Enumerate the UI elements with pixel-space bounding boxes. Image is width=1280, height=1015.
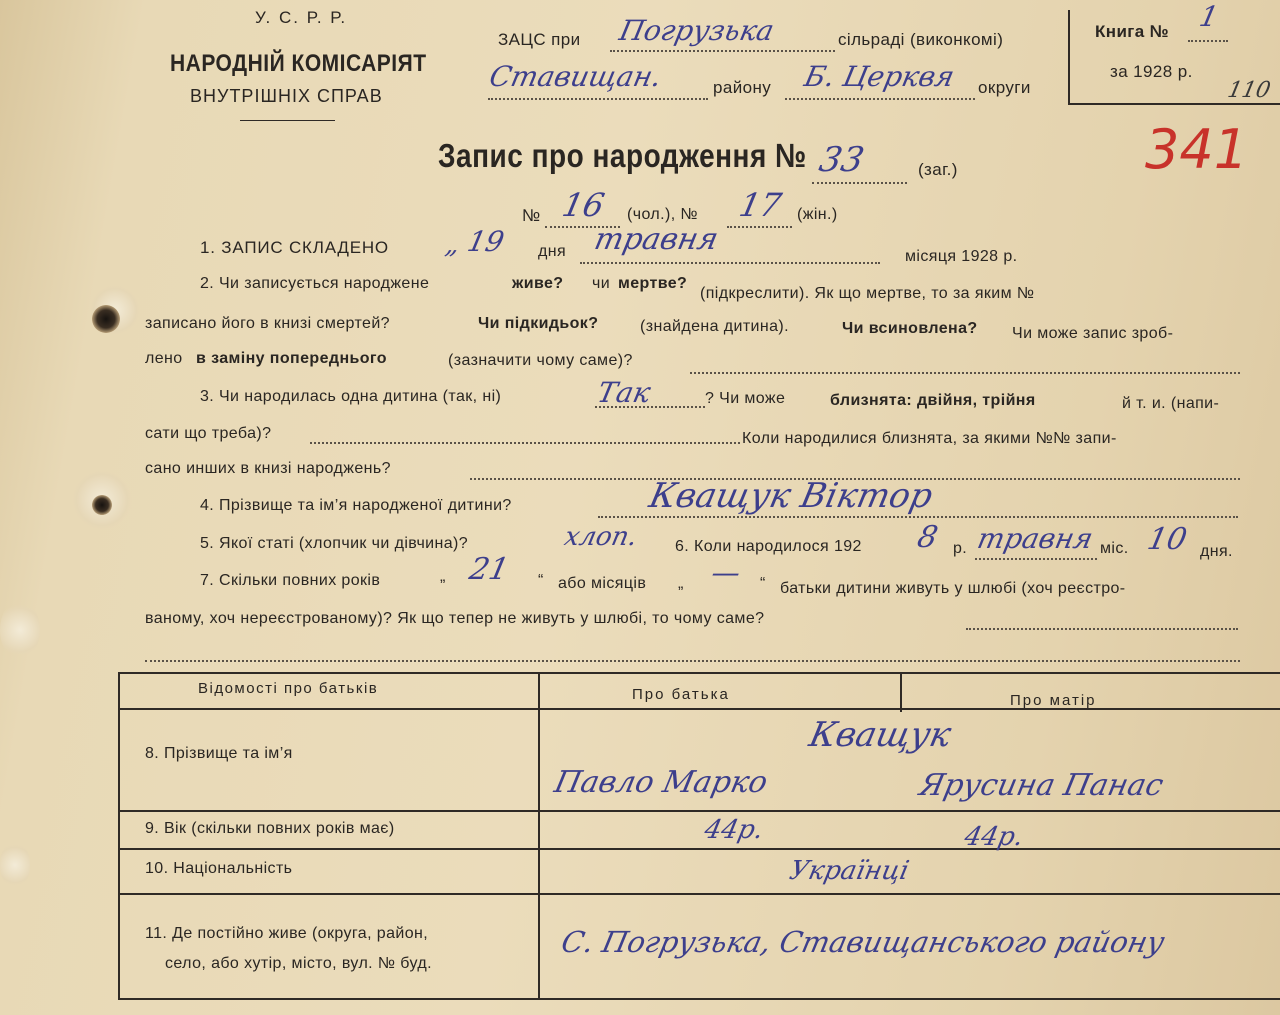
okruha-handwritten: Б. Церквя [801,60,958,93]
q6-month-handwritten: травня [974,522,1096,555]
q6-day-handwritten: 10 [1144,522,1190,557]
archive-number-stamp: 341 [1145,118,1249,181]
q3-answer-handwritten: Так [594,376,654,409]
okruha-line [785,98,975,100]
q1-label: 1. ЗАПИС СКЛАДЕНО [200,238,389,257]
row-8-label: 8. Прізвище та ім’я [145,745,293,762]
female-number-line [727,226,792,228]
q6-text: р. [953,540,968,557]
q6-text: 6. Коли народилося 192 [675,538,862,555]
row-8-father-handwritten: Павло Марко [551,765,771,800]
q3-line [310,442,740,444]
record-title: Запис про народження № [438,136,807,174]
book-label: Книга № [1095,22,1170,41]
q2-or: чи [592,275,611,292]
punch-hole [92,305,120,333]
row-8-surname-handwritten: Кващук [805,715,955,755]
q1-month-suffix: місяця 1928 р. [905,248,1018,265]
q1-day-label: дня [538,243,567,260]
q3-text: ? Чи може [705,390,786,407]
record-number-line [812,182,907,184]
table-col-divider [538,672,540,1000]
q7-line [145,660,1240,662]
number-label: № [522,206,541,225]
q1-quote: „ [442,230,463,260]
q7-quote: “ [538,572,544,589]
q2-text: Чи може запис зроб- [1012,325,1174,342]
q2-text: записано його в книзі смертей? [145,315,390,332]
q7-quote: „ [440,568,446,585]
row-10-nationality-handwritten: Українці [786,856,912,886]
row-11-address-handwritten: С. Погрузька, Ставищанського району [558,925,1168,959]
book-box-border [1068,103,1280,105]
q6-text: дня. [1200,543,1233,560]
table-header-mother: Про матір [1010,692,1097,709]
table-row-divider [118,848,1280,850]
q3-text: 3. Чи народилась одна дитина (так, ні) [200,388,502,405]
male-label: (чол.), № [627,206,698,223]
village-line [610,50,835,52]
q6-text: міс. [1100,540,1129,557]
raion-line [488,98,708,100]
q3-text: сати що треба)? [145,425,272,442]
q7-line [966,628,1238,630]
row-8-mother-handwritten: Ярусина Панас [916,768,1167,803]
q1-month-line [580,262,880,264]
row-10-label: 10. Національність [145,860,293,877]
q4-answer-handwritten: Кващук Віктор [645,476,937,516]
q7-text: батьки дитини живуть у шлюбі (хоч реєстро- [780,580,1126,597]
q7-years-handwritten: 21 [466,552,512,587]
q7-quote: “ [760,575,766,592]
ussr-label: У. С. Р. Р. [255,8,348,27]
book-box-border [1068,10,1070,105]
q7-text: ваному, хоч нереєстрованому)? Як що тепер не живуть у шлюбі, то чому саме? [145,610,765,627]
record-zag: (заг.) [918,160,958,179]
table-border-bottom [118,998,1280,1000]
zags-label: ЗАЦС при [498,30,581,49]
q6-month-line [975,558,1097,560]
q2-foundling: Чи підкидьок? [478,315,599,332]
q2-text: лено [145,350,183,367]
page-number-handwritten: 110 [1225,78,1273,103]
q2-text: (підкреслити). Як що мертве, то за яким № [700,285,1035,302]
q5-answer-handwritten: хлоп. [561,522,641,552]
commissariat-subtitle: ВНУТРІШНІХ СПРАВ [190,86,383,106]
table-border-top [118,672,1280,674]
punch-hole [92,495,112,515]
q3-text: Коли народилися близнята, за якими №№ запи- [742,430,1117,447]
row-9-label: 9. Вік (скільки повних років має) [145,820,395,837]
q7-text: 7. Скільки повних років [200,572,381,589]
q2-text: (знайдена дитина). [640,318,789,335]
row-11-label: село, або хутір, місто, вул. № буд. [165,955,432,972]
table-col-divider [900,672,902,712]
commissariat-title: НАРОДНІЙ КОМІСАРІЯТ [170,50,427,77]
row-9-mother-handwritten: 44р. [961,822,1027,852]
male-number-handwritten: 16 [558,186,608,224]
female-label: (жін.) [797,206,838,223]
q3-twins: близнята: двійня, трійня [830,392,1036,409]
q2-adopted: Чи всиновлена? [842,320,978,337]
q2-text: (зазначити чому саме)? [448,352,633,369]
book-line [1188,40,1228,42]
village-suffix: сільраді (виконкомі) [838,30,1004,49]
village-handwritten: Погрузька [616,14,778,47]
q7-text: або місяців [558,575,647,592]
q7-months-handwritten: — [708,556,744,589]
table-header-father: Про батька [632,686,730,703]
book-number-handwritten: 1 [1196,0,1222,33]
q3-text: сано инших в книзі народжень? [145,460,391,477]
raion-handwritten: Ставищан. [486,60,665,93]
row-9-father-handwritten: 44р. [701,815,767,845]
q2-text: 2. Чи записується народжене [200,275,430,292]
q4-text: 4. Прізвище та ім’я народженої дитини? [200,497,512,514]
q4-line [598,516,1238,518]
record-number-handwritten: 33 [815,140,868,180]
raion-label: району [713,78,772,97]
female-number-handwritten: 17 [735,186,785,224]
book-year: за 1928 р. [1110,62,1193,81]
q2-dead: мертве? [618,275,688,292]
table-row-divider [118,810,1280,812]
header-divider [240,120,335,121]
table-row-divider [118,893,1280,895]
q3-text: й т. и. (напи- [1122,395,1220,412]
table-header-divider [118,708,1280,710]
table-border-left [118,672,120,1000]
table-header-info: Відомості про батьків [198,680,379,697]
q2-replace: в заміну попереднього [196,350,387,367]
q6-year-handwritten: 8 [914,520,941,555]
okruha-label: округи [978,78,1031,97]
q2-live: живе? [512,275,564,292]
paper-tear [0,600,40,660]
q5-text: 5. Якої статі (хлопчик чи дівчина)? [200,535,469,552]
q1-day-handwritten: 19 [464,225,508,258]
q1-month-handwritten: травня [591,222,722,257]
row-11-label: 11. Де постійно живе (округа, район, [145,925,429,942]
q2-line [690,372,1240,374]
paper-tear [0,840,30,890]
q7-quote: „ [678,575,684,592]
